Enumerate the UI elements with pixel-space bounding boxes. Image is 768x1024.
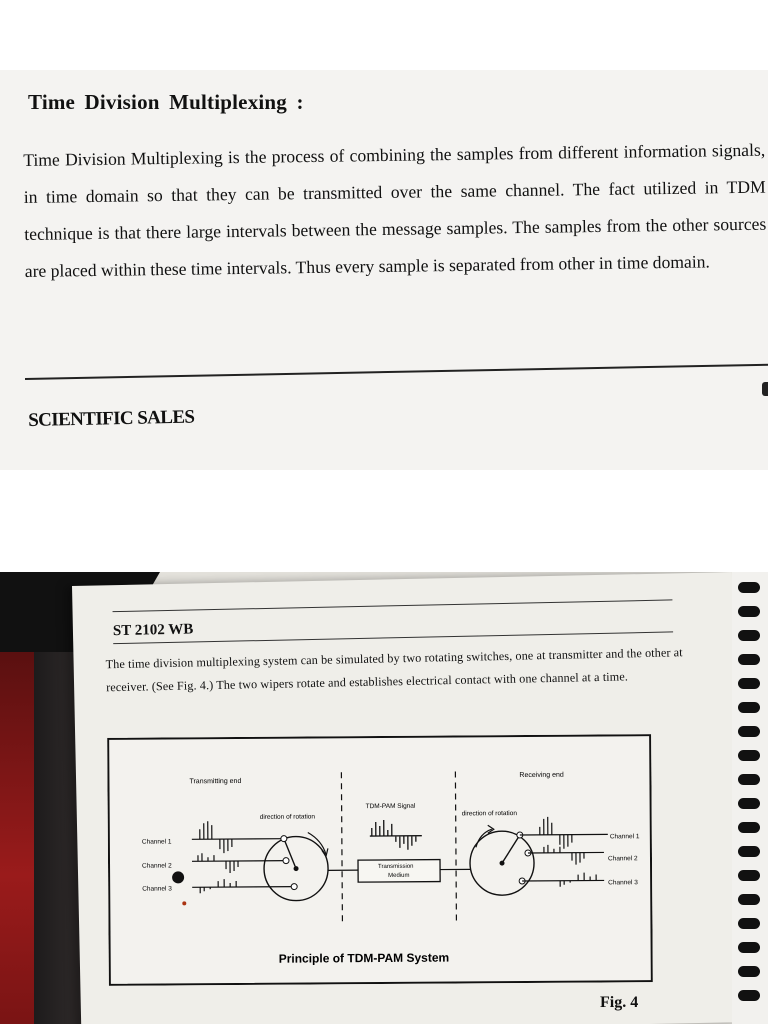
ink-blot	[172, 871, 184, 883]
left-channel-3-label: Channel 3	[142, 885, 172, 893]
publisher-footer: SCIENTIFIC SALES	[28, 406, 195, 431]
figure-number: Fig. 4	[600, 994, 639, 1011]
tdm-pam-diagram	[107, 734, 653, 986]
top-page	[0, 70, 768, 470]
page-header: ST 2102 WB	[112, 621, 194, 640]
right-channel-1-label: Channel 1	[609, 833, 640, 841]
page-edge-mark	[762, 382, 768, 396]
receive-end-label: Receiving end	[519, 771, 564, 780]
figure-caption: Principle of TDM-PAM System	[278, 950, 450, 966]
left-channel-1-label: Channel 1	[141, 838, 172, 846]
section-heading: Time Division Multiplexing :	[28, 90, 304, 114]
signal-label: TDM-PAM Signal	[365, 802, 416, 811]
spiral-binding	[732, 572, 768, 1024]
header-rule-top	[113, 599, 673, 612]
rotation-label-left: direction of rotation	[259, 813, 316, 821]
rotation-label-right: direction of rotation	[461, 810, 518, 818]
right-channel-3-label: Channel 3	[608, 879, 638, 887]
right-channel-2-label: Channel 2	[607, 855, 638, 863]
left-channel-2-label: Channel 2	[142, 862, 172, 870]
ink-dot	[182, 901, 186, 905]
horizontal-rule	[25, 364, 768, 380]
section-paragraph: Time Division Multiplexing is the process of combining the samples from different information signals, in time domain so that they can be transmitted over the same channel. The fact utilized in TDM technique is that there large intervals between the message samples. The samples from the other sources are placed within these time intervals. Thus every sample is separated from other in time domain.	[23, 139, 767, 281]
medium-label-line1: Transmission	[378, 863, 414, 871]
page-paragraph: The time division multiplexing system can be simulated by two rotating switches, one at transmitter and the other at receiver. (See Fig. 4.) The two wipers rotate and establishes electrical contact with one channel at a time.	[105, 645, 683, 695]
medium-label-line2: Medium	[388, 872, 410, 879]
transmit-end-label: Transmitting end	[189, 777, 242, 786]
book-cover-edge	[0, 652, 34, 1024]
